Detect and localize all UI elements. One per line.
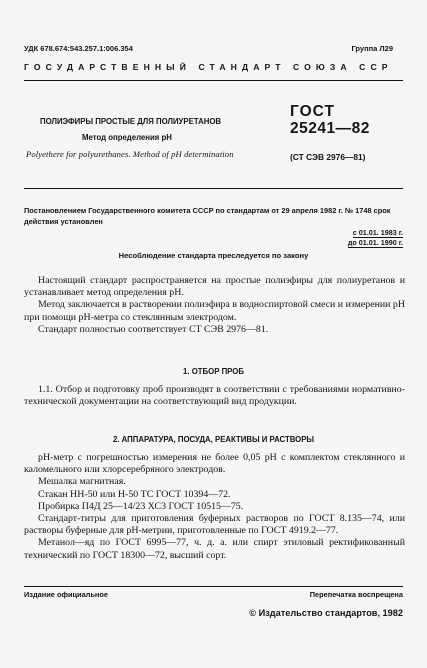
section-2-item: Стандарт-титры для приготовления буферных растворов по ГОСТ 8.135—74, или растворы буферные для pH-метрии, приготовленные по ГОСТ 4919.2—77. bbox=[24, 513, 405, 537]
method-title: Метод определения pH bbox=[82, 133, 172, 142]
intro-paragraph: Стандарт полностью соответствует СТ СЭВ 2976—81. bbox=[38, 323, 269, 335]
section-2-item: Пробирка П4Д 25—14/23 ХС3 ГОСТ 10515—75. bbox=[38, 500, 244, 512]
section-1-paragraph: 1.1. Отбор и подготовку проб производят в соответствии с требованиями нормативно-технической документации на соответствующий вид продукции. bbox=[24, 384, 405, 408]
section-2-heading: 2. АППАРАТУРА, ПОСУДА, РЕАКТИВЫ И РАСТВОРЫ bbox=[112, 435, 315, 444]
copyright-notice: © Издательство стандартов, 1982 bbox=[249, 608, 403, 618]
udk-code: УДК 678.674:543.257.1:006.354 bbox=[24, 44, 133, 53]
decree-text: Постановлением Государственного комитета СССР по стандартам от 29 апреля 1982 г. № 1748 срок действия установлен bbox=[24, 206, 391, 226]
title-rule bbox=[24, 188, 403, 189]
state-standard-heading: ГОСУДАРСТВЕННЫЙ СТАНДАРТ СОЮЗА ССР bbox=[24, 62, 393, 72]
section-1-heading: 1. ОТБОР ПРОБ bbox=[183, 367, 244, 376]
legal-notice: Несоблюдение стандарта преследуется по закону bbox=[118, 251, 309, 260]
gost-label: ГОСТ bbox=[290, 103, 335, 120]
section-2-item: pH-метр с погрешностью измерения не более 0,05 pH с комплектом стеклянного и каломельного или хлорсеребряного электродов. bbox=[24, 452, 405, 476]
document-title-ru: ПОЛИЭФИРЫ ПРОСТЫЕ ДЛЯ ПОЛИУРЕТАНОВ bbox=[40, 117, 222, 126]
group-code: Группа Л29 bbox=[351, 44, 393, 53]
header-rule bbox=[24, 80, 403, 81]
document-title-en: Polyethere for polyurethanes. Method of pH determination bbox=[26, 149, 234, 159]
section-2-list bbox=[24, 452, 405, 562]
gost-number: 25241—82 bbox=[290, 120, 370, 137]
section-2-item: Стакан НН-50 или Н-50 ТС ГОСТ 10394—72. bbox=[38, 488, 231, 500]
section-1-text bbox=[24, 384, 405, 408]
validity-end-date: до 01.01. 1990 г. bbox=[347, 238, 403, 247]
validity-start-date: с 01.01. 1983 г. bbox=[352, 228, 403, 237]
section-2-item: Мешалка магнитная. bbox=[38, 476, 126, 488]
st-sev-reference: (СТ СЭВ 2976—81) bbox=[290, 152, 366, 162]
intro-paragraph: Метод заключается в растворении полиэфира в водноспиртовой смеси и измерении pH при помощи pH-метра со стеклянным электродом. bbox=[24, 299, 405, 323]
introduction bbox=[24, 275, 405, 336]
section-2-item: Метанол—яд по ГОСТ 6995—77, ч. д. а. или спирт этиловый ректификованный технический по ГОСТ 18300—72, высший сорт. bbox=[24, 537, 405, 561]
publication-note: Издание официальное bbox=[24, 590, 109, 599]
footer-rule bbox=[24, 586, 403, 587]
intro-paragraph: Настоящий стандарт распространяется на простые полиэфиры для полиуретанов и устанавливает метод определения pH. bbox=[24, 275, 405, 299]
reprint-notice: Перепечатка воспрещена bbox=[309, 590, 403, 599]
